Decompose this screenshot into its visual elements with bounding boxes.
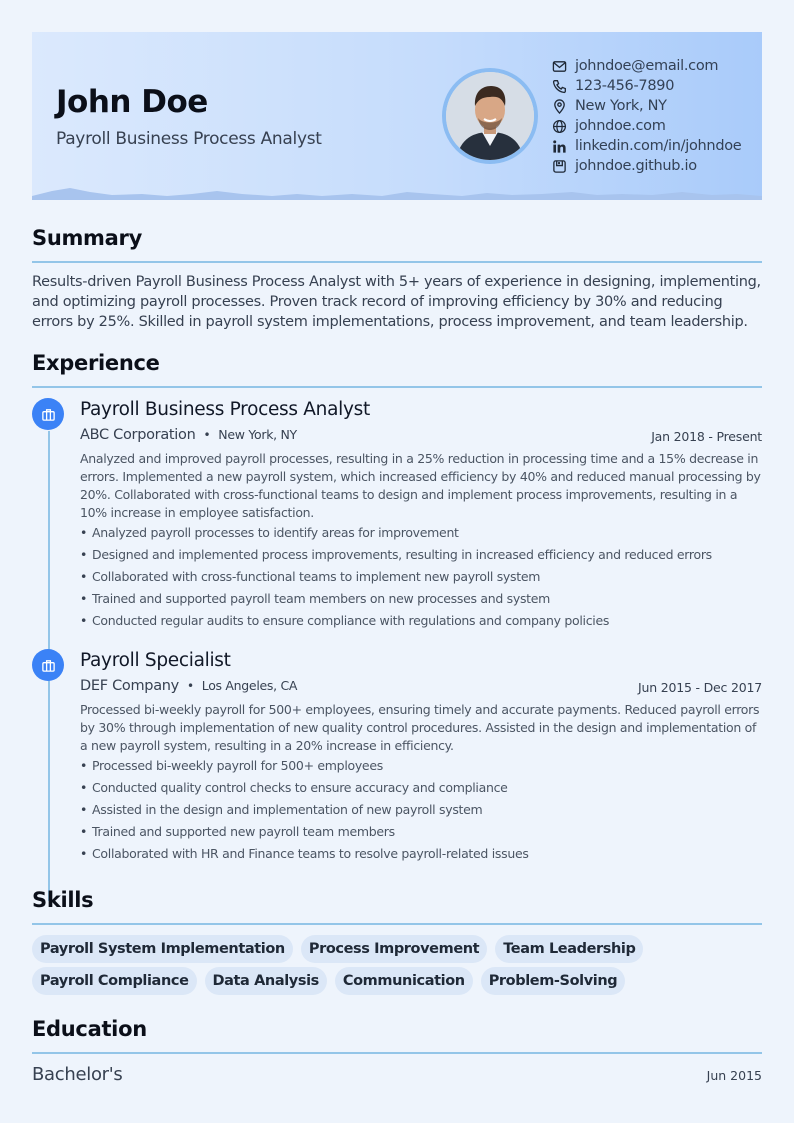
job-role: Payroll Business Process Analyst: [80, 399, 370, 420]
github-icon: [552, 159, 567, 174]
list-item: • Conducted regular audits to ensure compliance with regulations and company policies: [80, 610, 762, 632]
skill-chip: Team Leadership: [495, 935, 643, 963]
education-entry: [32, 1064, 762, 1094]
contact-website-text: johndoe.com: [575, 118, 666, 134]
section-divider: [32, 923, 762, 925]
job-company-line: [80, 678, 297, 694]
list-item: • Processed bi-weekly payroll for 500+ employees: [80, 755, 762, 777]
candidate-title: Payroll Business Process Analyst: [56, 129, 322, 149]
linkedin-icon: [552, 139, 567, 154]
contact-linkedin-text: linkedin.com/in/johndoe: [575, 138, 742, 154]
contact-phone[interactable]: [552, 76, 741, 96]
list-item: • Designed and implemented process improvements, resulting in increased efficiency and reduced errors: [80, 544, 762, 566]
experience-section: [32, 351, 762, 861]
candidate-name: John Doe: [56, 84, 208, 120]
education-heading: Education: [32, 1017, 147, 1041]
briefcase-icon: [32, 398, 64, 430]
list-item: • Analyzed payroll processes to identify areas for improvement: [80, 522, 762, 544]
contact-location: [552, 96, 741, 116]
skill-chip: Problem-Solving: [481, 967, 626, 995]
job-dates: Jun 2015 - Dec 2017: [638, 680, 762, 695]
job-company: ABC Corporation: [80, 427, 196, 443]
avatar: [442, 68, 538, 164]
phone-icon: [552, 79, 567, 94]
contact-phone-text: 123-456-7890: [575, 78, 675, 94]
separator-dot: •: [186, 679, 194, 693]
skills-heading: Skills: [32, 888, 94, 912]
briefcase-icon: [32, 649, 64, 681]
job-location: New York, NY: [218, 427, 297, 442]
summary-heading: Summary: [32, 226, 142, 250]
job-dates: Jan 2018 - Present: [651, 429, 762, 444]
degree: Bachelor's: [32, 1064, 123, 1085]
job-company: DEF Company: [80, 678, 179, 694]
education-section: [32, 1017, 762, 1094]
section-divider: [32, 386, 762, 388]
summary-section: [32, 226, 762, 332]
contact-email-text: johndoe@email.com: [575, 58, 719, 74]
education-date: Jun 2015: [706, 1068, 762, 1083]
skill-chip: Data Analysis: [205, 967, 327, 995]
contact-location-text: New York, NY: [575, 98, 667, 114]
section-divider: [32, 1052, 762, 1054]
resume-header: [32, 32, 762, 200]
contact-website[interactable]: [552, 116, 741, 136]
job-company-line: [80, 427, 297, 443]
skills-section: [32, 888, 762, 999]
list-item: • Assisted in the design and implementation of new payroll system: [80, 799, 762, 821]
contact-github[interactable]: [552, 156, 741, 176]
skill-chip: Payroll Compliance: [32, 967, 197, 995]
list-item: • Trained and supported payroll team members on new processes and system: [80, 588, 762, 610]
experience-heading: Experience: [32, 351, 160, 375]
mail-icon: [552, 59, 567, 74]
job-description: Processed bi-weekly payroll for 500+ employees, ensuring timely and accurate payments. Reduced payroll errors by 30% through implementation of new quality control procedures. Assisted in the design and implementation of a new payroll system, resulting in a 20% increase in efficiency.: [80, 702, 760, 753]
job-bullets: [80, 755, 762, 865]
location-icon: [552, 99, 567, 114]
summary-text: Results-driven Payroll Business Process Analyst with 5+ years of experience in designing, implementing, and optimizing payroll processes. Proven track record of improving efficiency by 30% and reducing errors by 25%. Skilled in payroll system implementations, process improvement, and team leadership.: [32, 274, 761, 330]
list-item: • Trained and supported new payroll team members: [80, 821, 762, 843]
separator-dot: •: [203, 428, 211, 442]
job-location: Los Angeles, CA: [201, 678, 298, 693]
contact-list: [552, 56, 741, 176]
skill-chip: Payroll System Implementation: [32, 935, 293, 963]
section-divider: [32, 261, 762, 263]
list-item: • Collaborated with cross-functional teams to implement new payroll system: [80, 566, 762, 588]
skill-chip: Communication: [335, 967, 473, 995]
resume-page: [32, 32, 762, 1085]
job-role: Payroll Specialist: [80, 650, 231, 671]
list-item: • Conducted quality control checks to ensure accuracy and compliance: [80, 777, 762, 799]
contact-email[interactable]: [552, 56, 741, 76]
globe-icon: [552, 119, 567, 134]
skill-chip: Process Improvement: [301, 935, 487, 963]
job-bullets: [80, 522, 762, 632]
list-item: • Collaborated with HR and Finance teams to resolve payroll-related issues: [80, 843, 762, 865]
contact-github-text: johndoe.github.io: [575, 158, 697, 174]
header-wave-decoration: [32, 184, 762, 200]
job-description: Analyzed and improved payroll processes, resulting in a 25% reduction in processing time and a 15% decrease in errors. Implemented a new payroll system, which increased efficiency by 40% and reduced manual processing by 20%. Collaborated with cross-functional teams to design and implement process improvements, resulting in a 10% increase in employee satisfaction.: [80, 451, 761, 520]
contact-linkedin[interactable]: [552, 136, 741, 156]
skills-list: [32, 935, 762, 999]
